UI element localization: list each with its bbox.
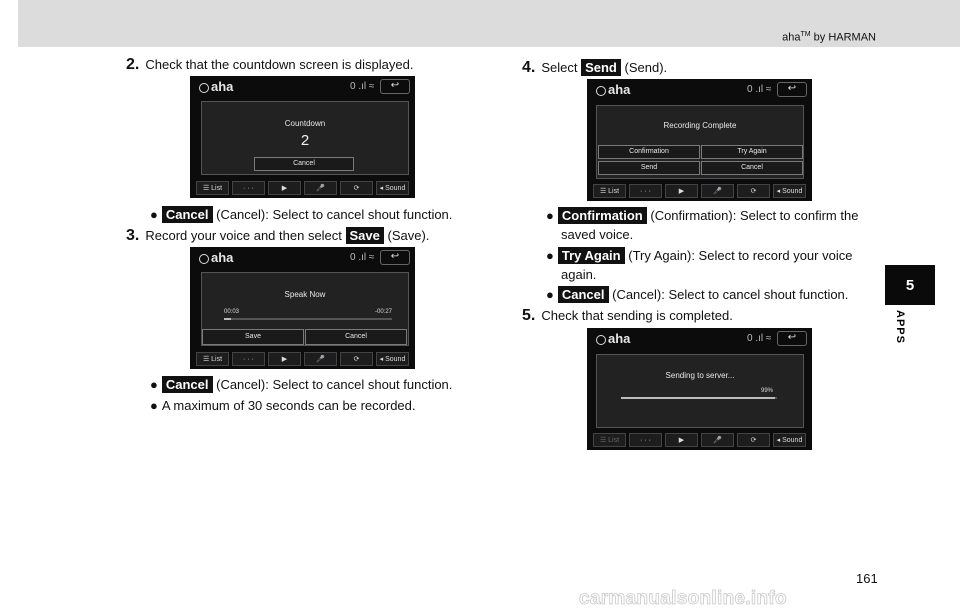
- back-icon: ↩: [777, 331, 807, 346]
- list-button: ☰ List: [593, 433, 626, 447]
- send-progress: [621, 397, 777, 399]
- signal-icon: 0 .ıl ≈: [747, 333, 772, 344]
- remaining-time: -00:27: [374, 309, 392, 315]
- bullet-try-again: ● Try Again (Try Again): Select to record your voice again.: [546, 248, 853, 282]
- refresh-icon: ⟳: [340, 352, 373, 366]
- cancel-button: Cancel: [254, 157, 354, 171]
- mic-icon: 🎤: [701, 433, 734, 447]
- recording-complete-dialog: [596, 105, 804, 179]
- aha-logo: aha: [199, 79, 233, 94]
- refresh-icon: ⟳: [340, 181, 373, 195]
- cancel-button: Cancel: [305, 329, 407, 345]
- page-number: 161: [856, 571, 878, 586]
- sound-button: ◂ Sound: [773, 184, 806, 198]
- countdown-screenshot: [190, 76, 415, 198]
- more-button: · · ·: [232, 352, 265, 366]
- step-4: 4. Select Send (Send).: [522, 59, 668, 76]
- bullet-cancel-2: ● Cancel (Cancel): Select to cancel shout function.: [150, 377, 453, 392]
- sound-button: ◂ Sound: [376, 181, 409, 195]
- step-5: 5. Check that sending is completed.: [522, 307, 733, 324]
- chapter-label: APPS: [894, 310, 906, 344]
- aha-logo: aha: [596, 82, 630, 97]
- dialog-title: Speak Now: [284, 290, 326, 299]
- bullet-confirmation: ● Confirmation (Confirmation): Select to confirm the saved voice.: [546, 208, 859, 242]
- refresh-icon: ⟳: [737, 433, 770, 447]
- back-icon: ↩: [380, 250, 410, 265]
- dialog-title: Sending to server...: [665, 371, 735, 380]
- try-again-button: Try Again: [701, 145, 803, 159]
- back-icon: ↩: [777, 82, 807, 97]
- more-button: · · ·: [629, 184, 662, 198]
- chapter-tab: 5: [885, 265, 935, 305]
- elapsed-time: 00:03: [224, 309, 240, 315]
- list-button: ☰ List: [593, 184, 626, 198]
- dialog-title: Countdown: [284, 119, 326, 128]
- speak-now-screenshot: [190, 247, 415, 369]
- send-percent: 99%: [760, 388, 773, 394]
- more-button: · · ·: [232, 181, 265, 195]
- send-button: Send: [598, 161, 700, 175]
- mic-icon: 🎤: [304, 181, 337, 195]
- save-button: Save: [202, 329, 304, 345]
- play-icon: ▶: [268, 181, 301, 195]
- sound-button: ◂ Sound: [376, 352, 409, 366]
- bullet-cancel-3: ● Cancel (Cancel): Select to cancel shout function.: [546, 287, 849, 302]
- bullet-max-length: ● A maximum of 30 seconds can be recorded.: [150, 398, 416, 413]
- aha-logo: aha: [199, 250, 233, 265]
- back-icon: ↩: [380, 79, 410, 94]
- refresh-icon: ⟳: [737, 184, 770, 198]
- step-2: 2. Check that the countdown screen is displayed.: [126, 56, 414, 73]
- sending-dialog: [596, 354, 804, 428]
- bottom-bar: [593, 184, 806, 198]
- play-icon: ▶: [268, 352, 301, 366]
- sending-screenshot: [587, 328, 812, 450]
- signal-icon: 0 .ıl ≈: [747, 84, 772, 95]
- cancel-button: Cancel: [701, 161, 803, 175]
- bullet-cancel-1: ● Cancel (Cancel): Select to cancel shout function.: [150, 207, 453, 222]
- countdown-dialog: [201, 101, 409, 175]
- sound-button: ◂ Sound: [773, 433, 806, 447]
- speak-now-dialog: [201, 272, 409, 346]
- play-icon: ▶: [665, 433, 698, 447]
- play-icon: ▶: [665, 184, 698, 198]
- header-title: aha™ by HARMAN: [782, 31, 876, 44]
- bottom-bar: [196, 181, 409, 195]
- signal-icon: 0 .ıl ≈: [350, 252, 375, 263]
- list-button: ☰ List: [196, 181, 229, 195]
- bottom-bar: [196, 352, 409, 366]
- record-progress: [224, 318, 392, 320]
- mic-icon: 🎤: [304, 352, 337, 366]
- list-button: ☰ List: [196, 352, 229, 366]
- dialog-title: Recording Complete: [663, 121, 737, 130]
- countdown-number: 2: [300, 132, 310, 149]
- more-button: · · ·: [629, 433, 662, 447]
- recording-complete-screenshot: [587, 79, 812, 201]
- aha-logo: aha: [596, 331, 630, 346]
- signal-icon: 0 .ıl ≈: [350, 81, 375, 92]
- bottom-bar: [593, 433, 806, 447]
- step-3: 3. Record your voice and then select Save (Save).: [126, 227, 430, 244]
- confirmation-button: Confirmation: [598, 145, 700, 159]
- mic-icon: 🎤: [701, 184, 734, 198]
- watermark: carmanualsonline.info: [579, 588, 787, 609]
